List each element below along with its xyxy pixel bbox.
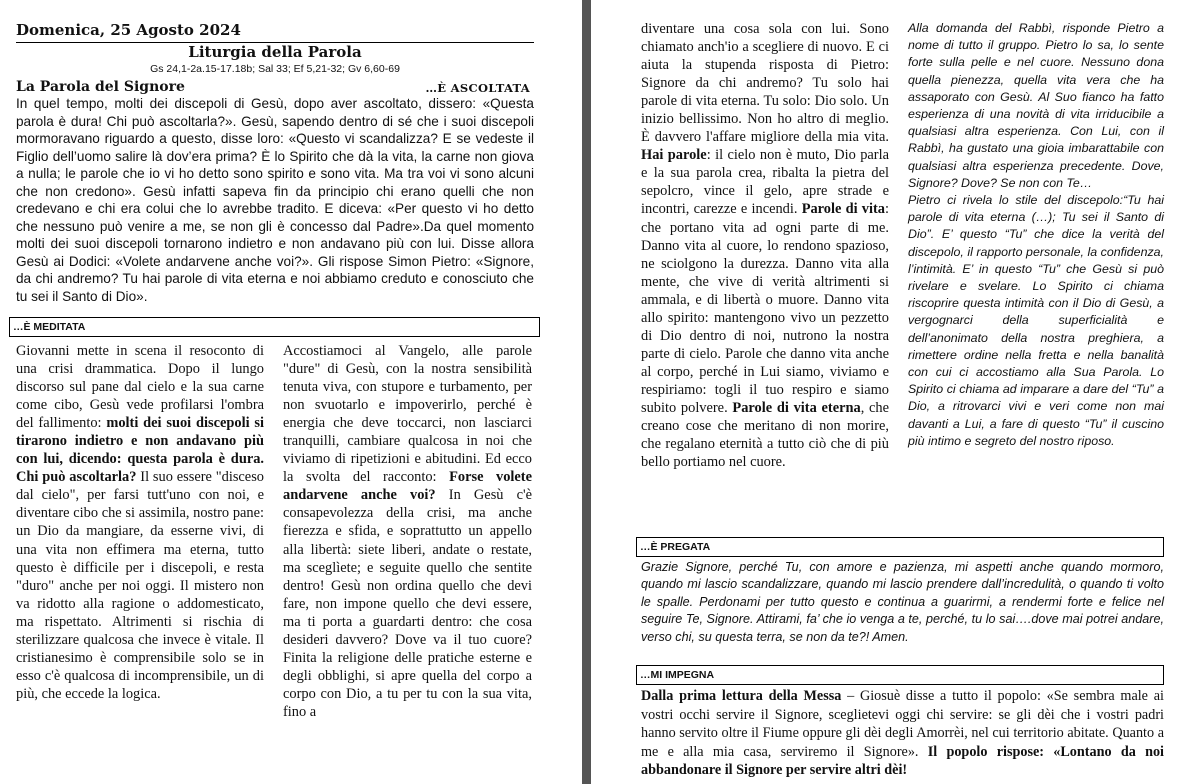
commitment-bold-intro: Dalla prima lettura della Messa: [641, 688, 842, 704]
prayer-text: Grazie Signore, perché Tu, con amore e pazienza, mi aspetti anche quando mormoro, quando mi lascio scandalizzare, quando mi lascio prendere dall’incredulità, o quando ti volto le spalle. Perdonami per tutto questo e continua a guarirmi, a rendermi forte e felice nel seguire Te, Signore. Attirami, fa’ che io venga a te, perché, tu lo sai….dove mai potrei andare, verso chi, su questa terra, se non da te?! Amen.: [641, 560, 1164, 644]
meditation-col3-text-4: , che creano cose che meritano di non morire, che regalano eternità a tutto ciò che di più bello portiamo nel cuore.: [641, 399, 889, 471]
meditation-col4-paragraph-1: Alla domanda del Rabbì, risponde Pietro a nome di tutto il gruppo. Pietro lo sa, lo sente forte sulla pelle e nel cuore. Nessuno dona quella pienezza, quella vita vera che ha assaporato con Gesù. Al Suo fianco ha fatto esperienza di una novità di vita irriducibile a qualsiasi altra esperienza. Con Lui, con il Rabbì, ha gustato una gioia imbarattabile con qualsiasi altra esperienza precedente. Dove, Signore? Dove? Se non con Te…: [908, 21, 1164, 190]
liturgy-title: Liturgia della Parola: [188, 43, 362, 61]
meditation-col3-bold-1: Hai parole: [641, 147, 707, 164]
meditation-col4-paragraph-2: Pietro ci rivela lo stile del discepolo:“Tu hai parole di vita eterna (…); Tu sei il Santo di Dio”. E’ questo “Tu” che dice la verità del discepolo, il rapporto personale, la confidenza, l’intimità. E’ in questo “Tu” che Gesù si può rivelare e svelare. Lo Spirito ci chiama riscoprire questa intimità con il Dio di Gesù, a vergognarci della superficialità e dell’anonimato della nostra preghiera, a rimettere ordine nella fretta e nella banalità con cui ci accostiamo alla Sua Parola. Lo Spirito ci chiama ad imparare a dare del “Tu” a Dio, a ritrovarci vivi e veri come non mai davanti a Lui, a fare di questo “Tu” il cuscino più intimo e segreto del nostro riposo.: [908, 193, 1164, 448]
meditation-col3-text-3: : che portano vita ad ogni parte di me. Danno vita al cuore, lo rendono spazioso, ne sciolgono la durezza. Danno vita alla mente, che vive di verità altrimenti si ammala, e di libertà o muore. Danno vita allo spirito: mantengono vivo un pezzetto di Dio dentro di noi, nutrono la nostra parte di cielo. Parole che danno vita anche al corpo, perché in Lui siamo, viviamo e respiriamo: togli il tuo respiro e siamo subito polvere.: [641, 201, 889, 416]
meditation-col2-text: Accostiamoci al Vangelo, alle parole "dure" di Gesù, con la nostra sensibilità tenuta viva, con stupore e turbamento, per non svuotarlo e impoverirlo, perché è energia che deve toccarci, non lasciarci tranquilli, cambiare qualcosa in noi che viviamo di ripetizioni e abitudini. Ed ecco la svolta del racconto:: [283, 343, 532, 486]
date-heading: Domenica, 25 Agosto 2024: [16, 21, 534, 43]
meditation-column-4: [908, 20, 1164, 450]
right-page: [598, 0, 1178, 784]
meditation-col2-bold: Forse volete andarvene anche voi?: [283, 469, 532, 504]
meditation-col2-text-2: In Gesù c'è consapevolezza della crisi, ma anche fierezza e sfida, e soprattutto un appello alla libertà: siete liberi, andate o restate, ma sceglìete; e seguite quello che sentite dentro! Gesù non ordina quello che devi fare, non impone quello che devi essere, ma ti porta a guardarti dentro: che cosa desideri davvero? Dove va il tuo cuore? Finita la religione delle pratiche esterne e degli obblighi, si apre quella del corpo a corpo con Dio, a tu per tu con la sua vita, fino a: [283, 487, 532, 720]
scripture-references: Gs 24,1-2a.15-17.18b; Sal 33; Ef 5,21-32; Gv 6,60-69: [150, 63, 400, 75]
section-label-meditata: …È MEDITATA: [9, 317, 540, 337]
section-label-impegna: …MI IMPEGNA: [636, 665, 1164, 685]
meditation-column-2: [283, 342, 532, 721]
left-page: [0, 0, 580, 784]
meditation-col3-bold-2: Parole di vita: [801, 201, 885, 218]
meditation-col1-text: Giovanni mette in scena il resoconto di una crisi drammatica. Dopo il lungo discorso sul pane dal cielo e la sua carne come cibo, Gesù vede profilarsi l'ombra del fallimento:: [16, 343, 264, 432]
section-label-ascoltata: …È ASCOLTATA: [425, 81, 530, 95]
gospel-heading-title: La Parola del Signore: [16, 79, 185, 95]
meditation-col1-text-2: Il suo essere "disceso dal cielo", per farsi tutt'uno con noi, e diventare cibo che si assimila, nostro pane: un Dio da mangiare, da esserne vivi, di una vita non effimera ma eterna, tutto questo è difficile per i discepoli, e resta "duro" anche per noi oggi. Il mistero non va ridotto alla ragione o addomesticato, ma rispettato. Altrimenti si rischia di sterilizzare qualcosa che invece è vitale. Il cristianesimo è comprensibile solo se in esso c'è qualcosa di incomprensibile, un di più, che eccede la logica.: [16, 469, 264, 702]
gospel-text: In quel tempo, molti dei discepoli di Gesù, dopo aver ascoltato, dissero: «Questa parola è dura! Chi può ascoltarla?». Gesù, sapendo dentro di sé che i suoi discepoli mormoravano riguardo a questo, disse loro: «Questo vi scandalizza? E se vedeste il Figlio dell’uomo salire là dov’era prima? È lo Spirito che dà la vita, la carne non giova a nulla; le parole che io vi ho detto sono spirito e sono vita. Ma tra voi vi sono alcuni che non credono». Gesù infatti sapeva fin da principio chi erano quelli che non credevano e chi era colui che lo avrebbe tradito. E diceva: «Per questo vi ho detto che nessuno può venire a me, se non gli è concesso dal Padre».Da quel momento molti dei suoi discepoli tornarono indietro e non andavano più con lui. Disse allora Gesù ai Dodici: «Volete andarvene anche voi?». Gli rispose Simon Pietro: «Signore, da chi andremo? Tu hai parole di vita eterna e noi abbiamo creduto e conosciuto che tu sei il Santo di Dio».: [16, 96, 534, 304]
meditation-column-3: [641, 20, 889, 471]
meditation-col3-text: diventare una cosa sola con lui. Sono chiamato anch'io a scegliere di nuovo. E ci aiuta la stupenda risposta di Pietro: Signore da chi andremo? Tu solo hai parole di vita eterna. Tu solo: Dio solo. Un inizio bellissimo. Non ho altro di meglio. È davvero l'affare migliore della mia vita.: [641, 21, 889, 146]
meditation-col3-text-2: : il cielo non è muto, Dio parla e la sua parola crea, ribalta la pietra del sepolcro, vince il gelo, apre strade e incontri, carezze e incendi.: [641, 147, 889, 218]
commitment-bold-response: Il popolo rispose: «Lontano da noi abbandonare il Signore per servire altri dèi!: [641, 743, 1164, 778]
section-label-pregata: …È PREGATA: [636, 537, 1164, 557]
meditation-col1-bold: molti dei suoi discepoli si tirarono indietro e non andavano più con lui, dicendo: questa parola è dura. Chi può ascoltarla?: [16, 415, 264, 486]
page-gutter: [582, 0, 591, 784]
meditation-column-1: [16, 342, 264, 703]
gospel-heading: [16, 79, 534, 96]
commitment-body: – Giosuè disse a tutto il popolo: «Se sembra male ai vostri occhi servire il Signore, sceglietevi oggi chi servire: se gli dèi che i vostri padri hanno servito oltre il Fiume oppure gli dèi degli Amorrèi, nel cui territorio abitate. Quanto a me e alla mia casa, serviremo il Signore».: [641, 688, 1164, 760]
commitment-text: [641, 687, 1164, 780]
meditation-col3-bold-3: Parole di vita eterna: [732, 399, 861, 416]
